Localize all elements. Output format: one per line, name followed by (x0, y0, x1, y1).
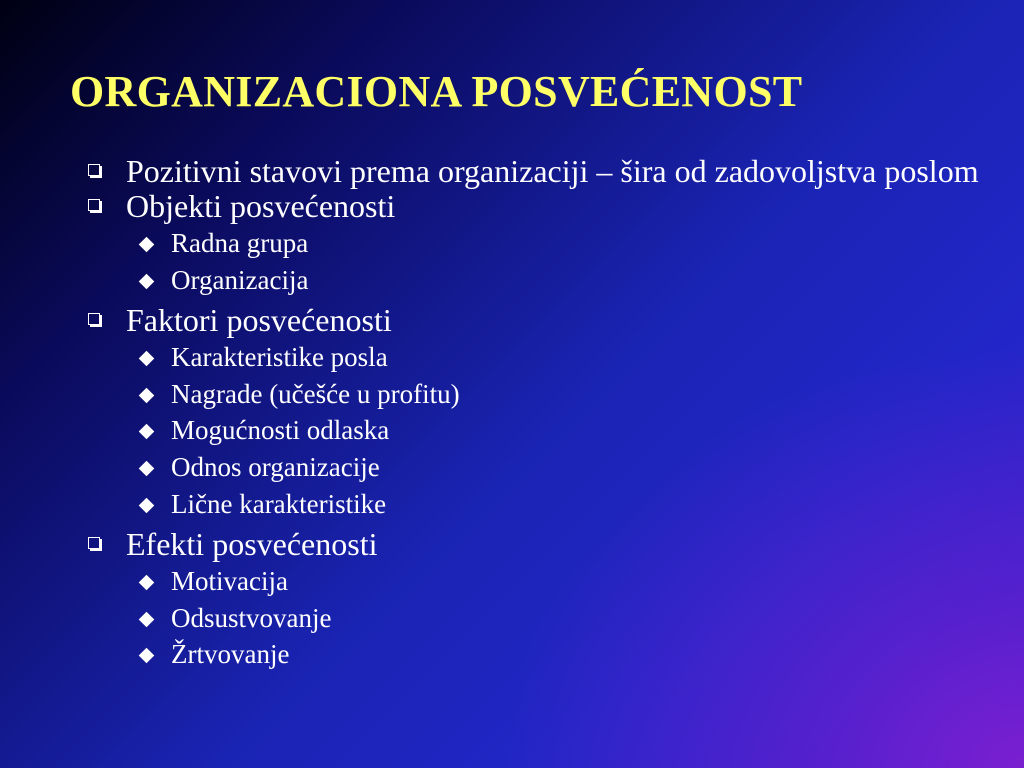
sub-bullet-text: Motivacija (171, 566, 288, 597)
diamond-bullet-icon (139, 497, 155, 513)
sub-bullet-text: Nagrade (učešće u profitu) (171, 378, 460, 409)
sub-bullet-text: Organizacija (171, 264, 309, 295)
hollow-square-bullet-icon (88, 199, 100, 211)
diamond-bullet-icon (139, 575, 155, 591)
sub-bullet-text: Odnos organizacije (171, 451, 380, 482)
diamond-bullet-icon (139, 388, 155, 404)
sub-bullet-text: Odsustvovanje (171, 602, 332, 633)
bullet-positive-attitudes (86, 155, 986, 188)
slide-content (86, 155, 986, 679)
sub-list-commitment-factors (86, 339, 986, 522)
sub-bullet (86, 339, 986, 376)
diamond-bullet-icon (139, 424, 155, 440)
sub-bullet-text: Žrtvovanje (171, 639, 290, 670)
sub-bullet (86, 376, 986, 413)
sub-bullet (86, 600, 986, 637)
sub-bullet (86, 486, 986, 523)
bullet-commitment-objects (86, 190, 986, 223)
sub-bullet (86, 262, 986, 299)
hollow-square-bullet-icon (88, 164, 100, 176)
sub-bullet (86, 412, 986, 449)
sub-bullet (86, 225, 986, 262)
sub-bullet (86, 636, 986, 673)
bullet-text: Pozitivni stavovi prema organizaciji – šira od zadovoljstva poslom (126, 153, 979, 189)
diamond-bullet-icon (139, 648, 155, 664)
sub-list-commitment-objects (86, 225, 986, 298)
sub-bullet (86, 563, 986, 600)
sub-bullet-text: Mogućnosti odlaska (171, 415, 390, 446)
diamond-bullet-icon (139, 237, 155, 253)
diamond-bullet-icon (139, 461, 155, 477)
hollow-square-bullet-icon (88, 537, 100, 549)
bullet-commitment-effects (86, 528, 986, 561)
diamond-bullet-icon (139, 273, 155, 289)
sub-bullet-text: Radna grupa (171, 228, 309, 258)
diamond-bullet-icon (139, 351, 155, 367)
bullet-text: Objekti posvećenosti (126, 188, 396, 224)
bullet-text: Efekti posvećenosti (126, 526, 378, 563)
diamond-bullet-icon (139, 611, 155, 627)
bullet-commitment-factors (86, 304, 986, 337)
sub-bullet (86, 449, 986, 486)
sub-bullet-text: Karakteristike posla (171, 342, 388, 373)
sub-list-commitment-effects (86, 563, 986, 673)
slide-title: ORGANIZACIONA POSVEĆENOST (70, 67, 803, 116)
bullet-text: Faktori posvećenosti (126, 302, 392, 339)
sub-bullet-text: Lične karakteristike (171, 488, 387, 519)
hollow-square-bullet-icon (88, 313, 100, 325)
